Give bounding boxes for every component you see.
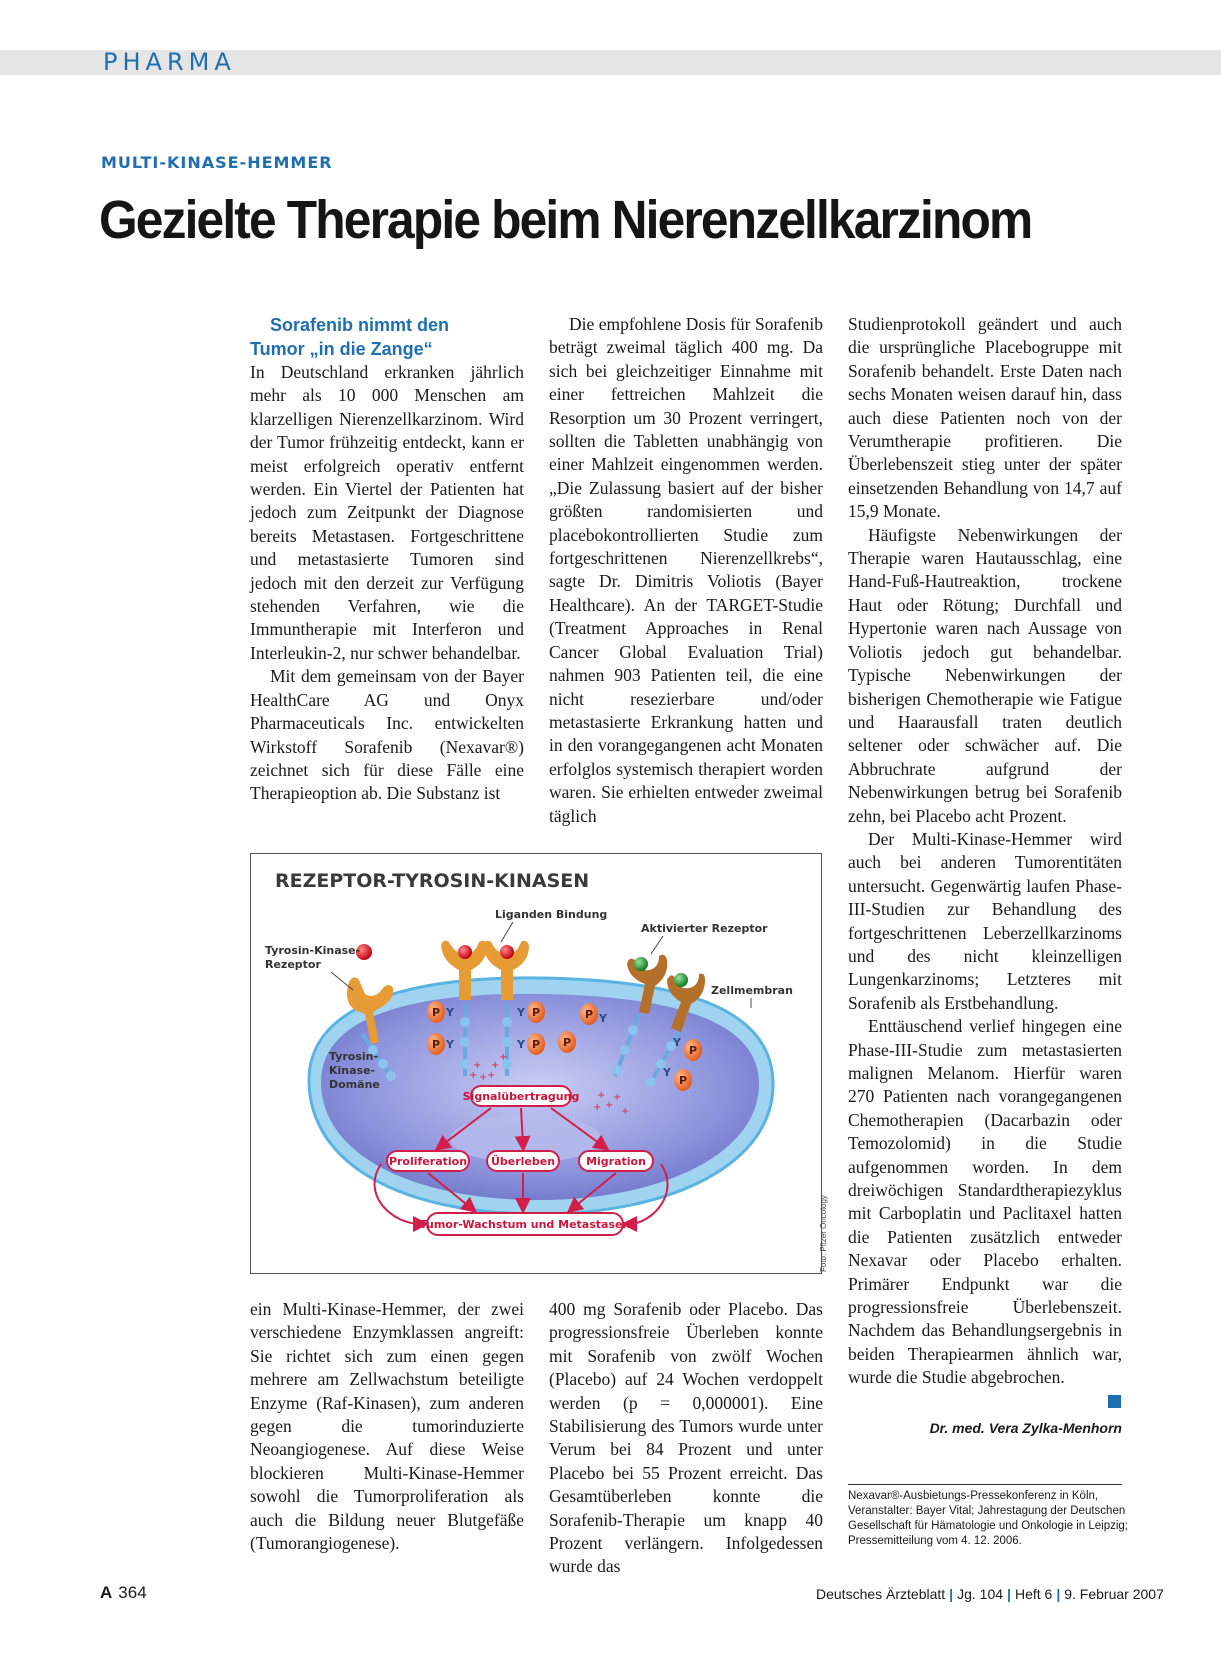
svg-text:P: P — [584, 1008, 594, 1021]
label-domain-1: Tyrosin- — [329, 1050, 379, 1063]
section-label: PHARMA — [103, 48, 236, 76]
paragraph: Häufigste Nebenwirkungen der Therapie waren Hautausschlag, eine Hand-Fuß-Hautreaktion, trockene Haut oder Rötung; Durchfall und Hypertonie waren nach Aussage von Voliotis jedoch gut behandelbar. Typische Nebenwirkungen der bisherigen Chemotherapie wie Fatigue und Haarausfall traten deutlich seltener oder schwächer auf. Die Abbruchrate aufgrund der Nebenwirkungen betrug bei Sorafenib zehn, bei Placebo acht Prozent. — [848, 524, 1122, 826]
svg-text:+: + — [473, 1060, 482, 1071]
svg-text:Y: Y — [673, 1036, 681, 1049]
figure-title: REZEPTOR-TYROSIN-KINASEN — [275, 870, 590, 892]
footnote-rule — [848, 1484, 1122, 1485]
paragraph: In Deutschland erkranken jährlich mehr als 10 000 Menschen am klarzelligen Nierenzellkarzinom. Wird der Tumor frühzeitig entdeckt, kann er meist erfolgreich operativ entfernt werden. Ein Viertel der Patienten hat jedoch zum Zeitpunkt der Diagnose bereits Metastasen. Fortgeschrittene und metastasierte Tumoren sind jedoch mit den derzeit zur Verfügung stehenden Verfahren, wie die Immuntherapie mit Interferon und Interleukin-2, nur schwer behandelbar. — [250, 362, 524, 663]
label-domain-3: Domäne — [329, 1078, 380, 1091]
svg-text:+: + — [597, 1090, 606, 1101]
svg-text:Y: Y — [663, 1066, 671, 1079]
footnote: Nexavar®-Ausbietungs-Pressekonferenz in Köln, Veranstalter: Bayer Vital; Jahrestagung der Deutschen Gesellschaft für Hämatologie und Onkologie in Leipzig; Pressemitteilung vom 4. 12. 2006. — [848, 1490, 1128, 1547]
svg-text:+: + — [613, 1092, 622, 1103]
svg-text:+: + — [487, 1070, 496, 1081]
paragraph: Die empfohlene Dosis für Sorafenib beträgt zweimal täglich 400 mg. Da sich bei gleichzeitiger Einnahme mit einer fettreichen Mahlzeit die Resorption um 30 Prozent verringert, sollten die Tabletten unabhängig von einer Mahlzeit eingenommen werden. „Die Zulassung basiert auf der bisher größten randomisierten und placebokontrollierten Studie zum fortgeschrittenen Nierenzellkrebs“, sagte Dr. Dimitris Voliotis (Bayer Healthcare). An der TARGET-Studie (Treatment Approaches in Renal Cancer Global Evaluation Trial) nahmen 903 Patienten teil, die eine nicht resezierbare und/oder metastasierte Erkrankung hatten und in den vorangegangenen acht Monaten erfolglos systemisch therapiert worden waren. Sie erhielten entweder zweimal täglich — [549, 314, 823, 826]
paragraph: ein Multi-Kinase-Hemmer, der zwei verschiedene Enzymklassen angreift: Sie richtet sich zum einen gegen mehrere am Zellwachstum beteiligte Enzyme (Raf-Kinasen), zum anderen gegen die tumorinduzierte Neoangiogenese. Auf diese Weise blockieren Multi-Kinase-Hemmer sowohl die Tumorproliferation als auch die Bildung neuer Blutgefäße (Tumorangiogenese). — [250, 1299, 524, 1554]
label-activated-receptor: Aktivierter Rezeptor — [641, 922, 768, 935]
svg-text:Y: Y — [599, 1012, 607, 1025]
author-signature: Dr. med. Vera Zylka-Menhorn — [929, 1420, 1122, 1436]
svg-text:+: + — [479, 1072, 488, 1083]
label-survival: Überleben — [490, 1155, 556, 1168]
svg-text:Y: Y — [446, 1038, 454, 1051]
svg-text:Y: Y — [517, 1038, 525, 1051]
column-1-bottom — [250, 1298, 524, 1555]
journal-footer: Deutsches Ärzteblatt | Jg. 104 | Heft 6 | 9. Februar 2007 — [816, 1586, 1164, 1602]
svg-text:P: P — [688, 1044, 698, 1057]
svg-text:P: P — [562, 1036, 572, 1049]
figure-credit: Foto: Pfizer Oncology — [819, 1195, 828, 1272]
svg-text:P: P — [678, 1074, 688, 1087]
svg-text:P: P — [431, 1038, 441, 1051]
svg-text:+: + — [499, 1052, 508, 1063]
column-2-top — [549, 313, 823, 828]
paragraph: Enttäuschend verlief hingegen eine Phase-III-Studie zum metastasierten malignen Melanom. Hierfür waren 270 Patienten nach vorangegangenen Chemotherapien (Dacarbazin oder Temozolomid) in die Studie aufgenommen worden. In dem dreiwöchigen Standardtherapiezyklus mit Carboplatin und Paclitaxel hatten die Patienten zusätzlich entweder Nexavar oder Placebo erhalten. Primärer Endpunkt war die progressionsfreie Überlebenszeit. Nachdem das Behandlungsergebnis in beiden Therapiearmen ähnlich war, wurde die Studie abgebrochen. — [848, 1016, 1122, 1388]
svg-text:Y: Y — [517, 1006, 525, 1019]
page-number: A 364 — [100, 1583, 147, 1602]
label-proliferation: Proliferation — [388, 1155, 468, 1168]
svg-text:+: + — [605, 1100, 614, 1111]
label-tumor-growth: Tumor-Wachstum und Metastasen — [419, 1218, 631, 1231]
svg-text:P: P — [531, 1006, 541, 1019]
article-kicker: MULTI-KINASE-HEMMER — [101, 153, 333, 172]
label-tk-receptor-2: Rezeptor — [265, 958, 321, 971]
svg-text:Y: Y — [446, 1006, 454, 1019]
paragraph: 400 mg Sorafenib oder Placebo. Das progressionsfreie Überleben konnte mit Sorafenib von zwölf Wochen (Placebo) auf 24 Wochen verdoppelt werden (p = 0,000001). Eine Stabilisierung des Tumors wurde unter Verum bei 84 Prozent und unter Placebo bei 55 Prozent erreicht. Das Gesamtüberleben konnte die Sorafenib-Therapie um knapp 40 Prozent verlängern. Infolgedessen wurde das — [549, 1299, 823, 1577]
figure-receptor-tyrosine-kinases — [250, 853, 822, 1274]
label-domain-2: Kinase- — [329, 1064, 376, 1077]
label-signal-transduction: Signalübertragung — [462, 1090, 580, 1103]
svg-text:+: + — [621, 1106, 630, 1117]
paragraph: Studienprotokoll geändert und auch die ursprüngliche Placebogruppe mit Sorafenib behandelt. Erste Daten nach sechs Monaten weisen darauf hin, dass auch diese Patienten noch von der Verumtherapie profitieren. Die Überlebenszeit stieg unter der später einsetzenden Behandlung von 14,7 auf 15,9 Monate. — [848, 314, 1122, 522]
article-title: Gezielte Therapie beim Nierenzellkarzinom — [99, 190, 1032, 250]
label-tk-receptor-1: Tyrosin-Kinase- — [265, 944, 361, 957]
column-1-top — [250, 313, 524, 806]
svg-text:P: P — [531, 1038, 541, 1051]
paragraph: Mit dem gemeinsam von der Bayer HealthCare AG und Onyx Pharmaceuticals Inc. entwickelten Wirkstoff Sorafenib (Nexavar®) zeichnet sich für diese Fälle eine Therapieoption ab. Die Substanz ist — [250, 666, 524, 804]
column-3 — [848, 313, 1122, 1390]
subheading: Sorafenib nimmt den Tumor „in die Zange“ — [250, 315, 450, 359]
svg-text:+: + — [469, 1070, 478, 1081]
paragraph: Der Multi-Kinase-Hemmer wird auch bei anderen Tumorentitäten untersucht. Gegenwärtig laufen Phase-III-Studien zur Behandlung des fortgeschrittenen Leberzellkarzinoms und des nicht kleinzelligen Lungenkarzinoms; Letzteres mit Sorafenib als Erstbehandlung. — [848, 828, 1122, 1013]
column-2-bottom — [549, 1298, 823, 1579]
label-ligand-binding: Liganden Bindung — [495, 908, 608, 921]
label-migration: Migration — [586, 1155, 646, 1168]
svg-text:+: + — [491, 1060, 500, 1071]
svg-text:P: P — [431, 1006, 441, 1019]
receptor-diagram — [251, 854, 821, 1273]
end-mark-icon — [1108, 1395, 1121, 1408]
label-cell-membrane: Zellmembran — [711, 984, 793, 997]
svg-text:+: + — [593, 1102, 602, 1113]
